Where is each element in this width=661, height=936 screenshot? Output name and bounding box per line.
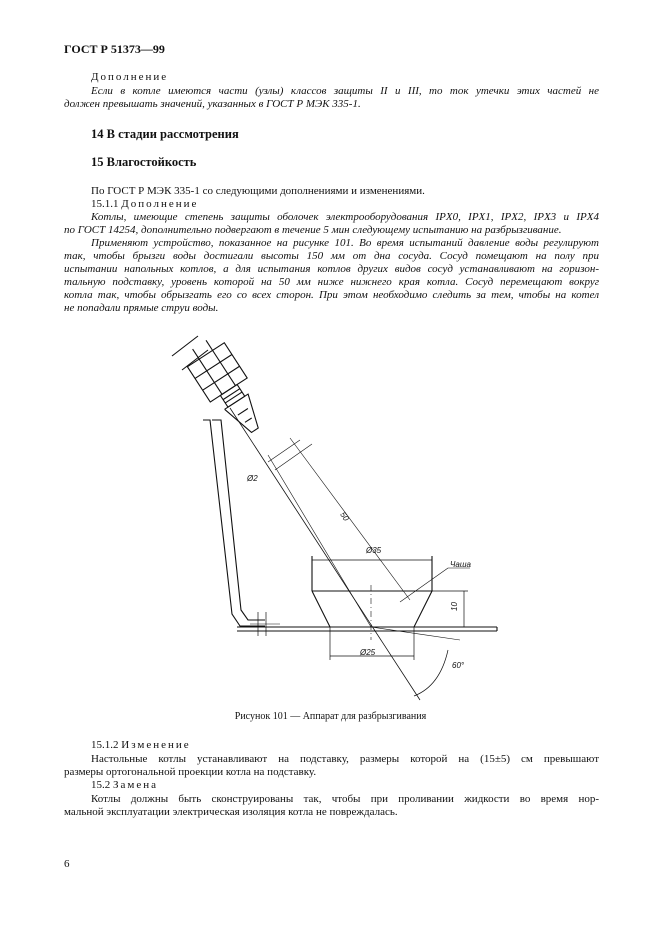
label-length-50: 50 [338, 510, 351, 523]
label-d25: Ø25 [360, 648, 376, 657]
label-d35: Ø35 [366, 546, 382, 555]
para1-line-1: Котлы, имеющие степень защиты оболочек электрооборудования IPX0, IPX1, IPX2, IPX3 и IPX4 [91, 211, 599, 223]
para2-line-2: так, чтобы брызги воды достигали высоты 150 мм от дна сосуда. Сосуд помещают на полу при [64, 250, 599, 262]
label-angle: 60° [452, 661, 465, 670]
para2-line-5: котла так, чтобы обрызгать его со всех сторон. При этом необходимо следить за тем, чтобы на котел [64, 289, 599, 301]
sub152-line-2: мальной эксплуатации электрическая изоляция котла не повреждалась. [64, 806, 398, 818]
note-line-2: должен превышать значений, указанных в ГОСТ Р МЭК 335-1. [64, 98, 361, 110]
label-d2: Ø2 [247, 474, 258, 483]
note-line-1: Если в котле имеются части (узлы) классов защиты II и III, то ток утечки этих частей не [91, 85, 599, 97]
subsection-1511-number: 15.1.1 [91, 198, 119, 210]
note-label: Дополнение [91, 71, 169, 83]
sub1512-line-1: Настольные котлы устанавливают на подставку, размеры которой на (15±5) см превышают [91, 753, 599, 765]
subsection-152-number: 15.2 [91, 779, 111, 791]
section-15-intro: По ГОСТ Р МЭК 335-1 со следующими дополнениями и изменениями. [91, 185, 425, 197]
subsection-1512-number: 15.1.2 [91, 739, 119, 751]
para1-line-2: по ГОСТ 14254, дополнительно подвергают в течение 5 мин следующему испытанию на разбрызгивание. [64, 224, 562, 236]
label-level: Чаша [450, 560, 471, 569]
subsection-1512-heading [91, 739, 599, 752]
para2-line-4: тальную подставку, уровень которой на 50 мм ниже нижнего края котла. Сосуд перемещают вокруг [64, 276, 599, 288]
subsection-1511-label: Дополнение [121, 198, 199, 210]
document-header: ГОСТ Р 51373—99 [64, 42, 165, 56]
sub152-line-1: Котлы должны быть сконструированы так, чтобы при проливании жидкости во время нор- [91, 793, 599, 805]
subsection-152-label: Замена [113, 779, 159, 791]
subsection-1512-label: Изменение [121, 739, 191, 751]
page-number: 6 [64, 858, 70, 870]
sub1512-line-2: размеры ортогональной проекции котла на подставку. [64, 766, 317, 778]
subsection-152-heading [91, 779, 599, 792]
para2-line-6: не попадали прямые струи воды. [64, 302, 219, 314]
label-height-10: 10 [449, 602, 459, 611]
para2-line-3: испытании напольных котлов, а для испытания котлов других видов сосуд устанавливают на горизон- [64, 263, 599, 275]
figure-caption: Рисунок 101 — Аппарат для разбрызгивания [234, 711, 427, 722]
section-15-title: 15 Влагостойкость [91, 155, 197, 169]
para2-line-1: Применяют устройство, показанное на рисунке 101. Во время испытаний давление воды регулируют [91, 237, 599, 249]
section-14-title: 14 В стадии рассмотрения [91, 127, 239, 141]
